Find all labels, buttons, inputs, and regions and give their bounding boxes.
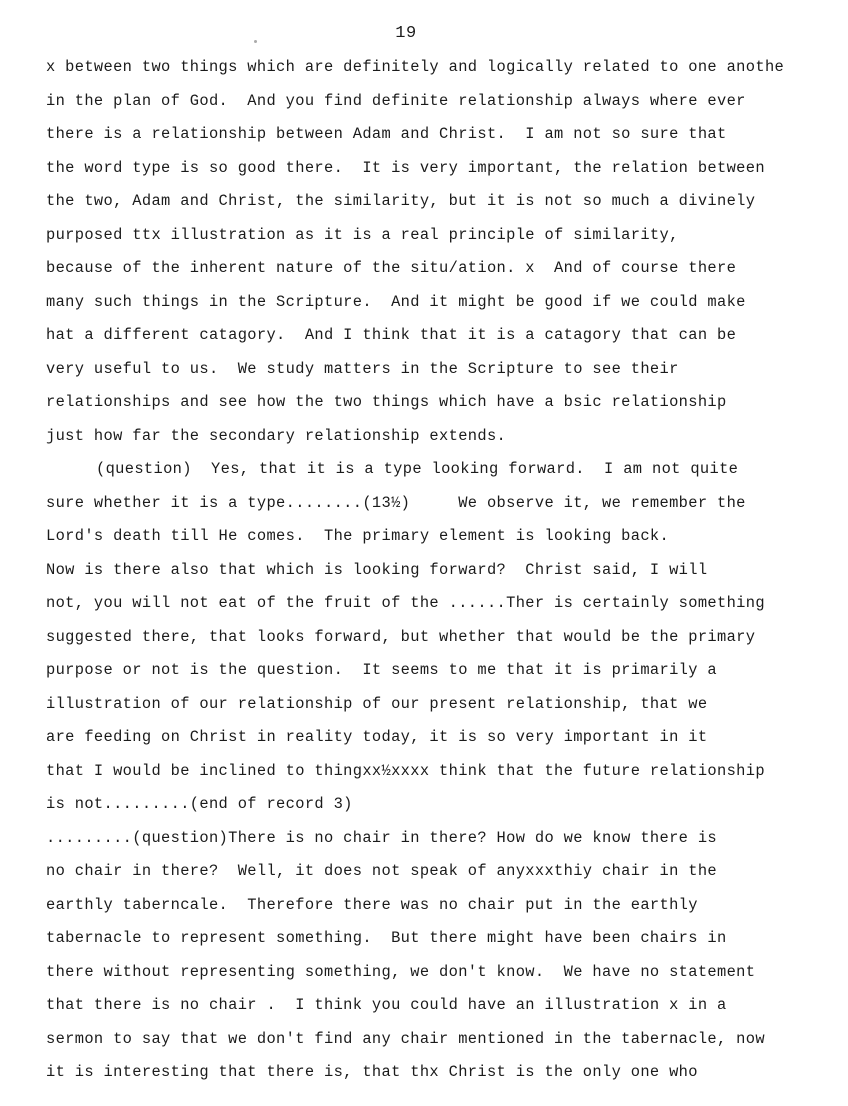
text-line: it is interesting that there is, that thx Christ is the only one who xyxy=(46,1063,698,1081)
text-line: the word type is so good there. It is very important, the relation between xyxy=(46,158,765,177)
text-line: is not.........(end of record 3) xyxy=(46,795,353,813)
text-line: no chair in there? Well, it does not speak of anyxxxthiy chair in the xyxy=(46,862,718,880)
text-line: tabernacle to represent something. But there might have been chairs in xyxy=(46,929,727,947)
text-line: suggested there, that looks forward, but whether that would be the primary xyxy=(46,627,756,646)
text-line: sure whether it is a type........(13½) We observe it, we remember the xyxy=(46,493,746,512)
text-line: earthly taberncale. Therefore there was no chair put in the earthly xyxy=(46,895,698,914)
text-line: relationships and see how the two things which have a bsic relationship xyxy=(46,393,727,411)
text-line: there without representing something, we don't know. We have no statement xyxy=(46,962,756,981)
text-line: sermon to say that we don't find any chair mentioned in the tabernacle, now xyxy=(46,1029,765,1048)
text-line: Now is there also that which is looking forward? Christ said, I will xyxy=(46,560,708,579)
text-line: x between two things which are definitely and logically related to one anothe xyxy=(46,58,785,76)
text-line: purpose or not is the question. It seems to me that it is primarily a xyxy=(46,661,718,679)
text-line: .........(question)There is no chair in there? How do we know there is xyxy=(46,828,718,847)
text-line: just how far the secondary relationship extends. xyxy=(46,426,507,445)
text-line: there is a relationship between Adam and Christ. I am not so sure that xyxy=(46,125,727,143)
text-line: because of the inherent nature of the situ/ation. x And of course there xyxy=(46,259,737,277)
text-line: in the plan of God. And you find definite relationship always where ever xyxy=(46,91,746,110)
text-line: Lord's death till He comes. The primary element is looking back. xyxy=(46,527,670,545)
text-line: that there is no chair . I think you could have an illustration x in a xyxy=(46,996,727,1014)
text-line: the two, Adam and Christ, the similarity, but it is not so much a divinely xyxy=(46,192,756,210)
text-line: very useful to us. We study matters in the Scripture to see their xyxy=(46,359,679,378)
text-line: not, you will not eat of the fruit of the ......Ther is certainly something xyxy=(46,594,765,612)
text-line: illustration of our relationship of our present relationship, that we xyxy=(46,694,708,713)
text-line: purposed ttx illustration as it is a real principle of similarity, xyxy=(46,225,679,244)
text-line: are feeding on Christ in reality today, it is so very important in it xyxy=(46,728,708,746)
text-line: many such things in the Scripture. And it might be good if we could make xyxy=(46,292,746,311)
page-number: 19 xyxy=(395,24,417,43)
text-line: that I would be inclined to thingxx½xxxx think that the future relationship xyxy=(46,761,765,780)
text-line: (question) Yes, that it is a type looking forward. I am not quite xyxy=(96,460,739,478)
text-line: hat a different catagory. And I think that it is a catagory that can be xyxy=(46,326,737,344)
paper-speck xyxy=(254,40,257,43)
